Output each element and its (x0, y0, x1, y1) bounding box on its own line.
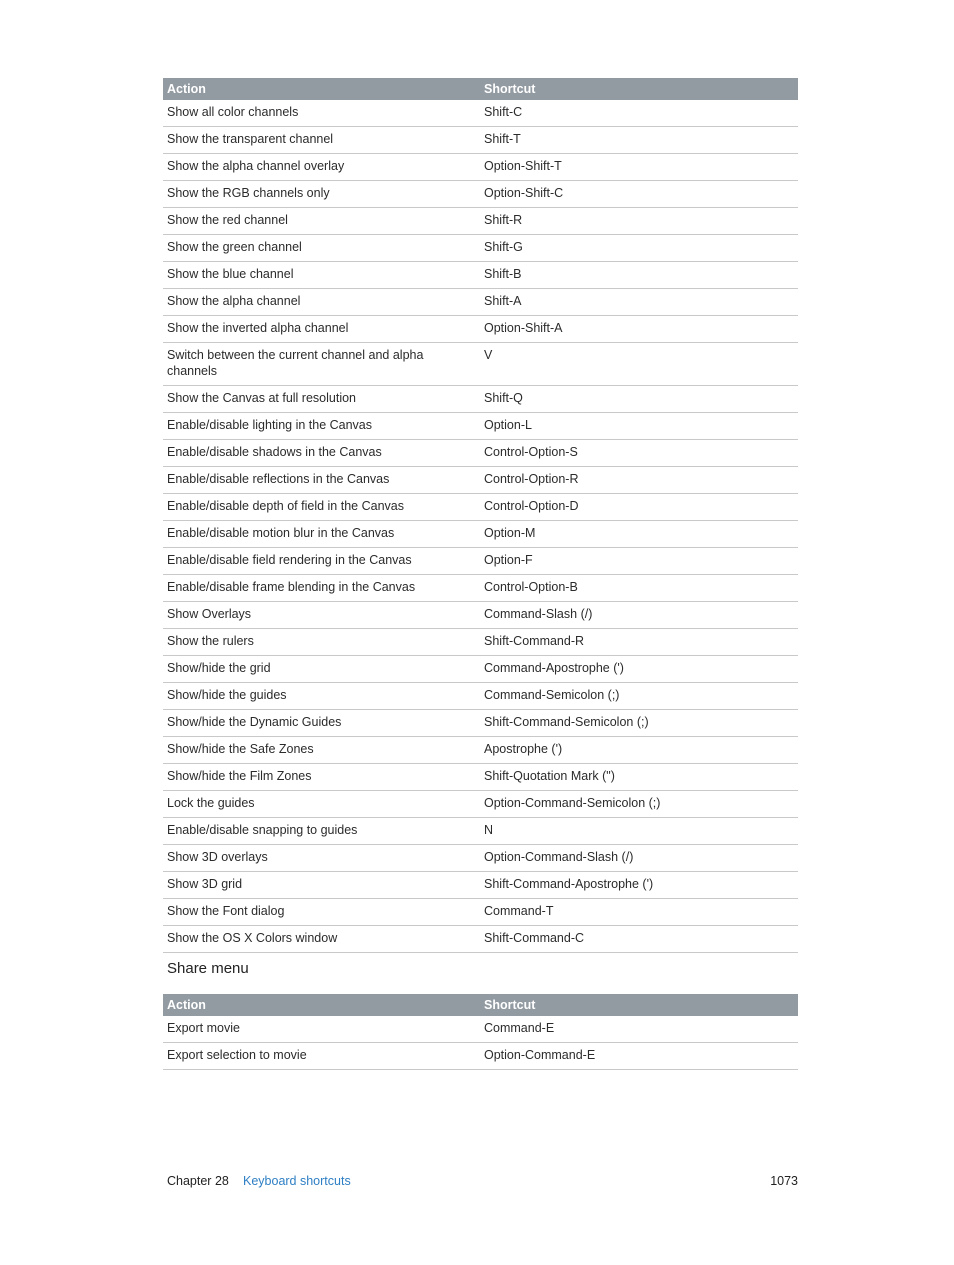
shortcut-cell: N (480, 818, 798, 845)
action-cell: Enable/disable reflections in the Canvas (163, 467, 480, 494)
shortcut-cell: Option-Shift-A (480, 316, 798, 343)
table-row (163, 872, 798, 899)
action-cell: Show the Font dialog (163, 899, 480, 926)
table-row (163, 316, 798, 343)
shortcut-cell: Command-Apostrophe (') (480, 656, 798, 683)
shortcuts-table (163, 78, 798, 953)
action-cell: Enable/disable snapping to guides (163, 818, 480, 845)
table-row (163, 764, 798, 791)
action-cell: Export movie (163, 1016, 480, 1043)
table-row (163, 845, 798, 872)
table-row (163, 127, 798, 154)
table-row (163, 386, 798, 413)
table-header-row (163, 994, 798, 1016)
action-cell: Enable/disable shadows in the Canvas (163, 440, 480, 467)
table-row (163, 181, 798, 208)
table-row (163, 1016, 798, 1043)
action-cell: Show the OS X Colors window (163, 926, 480, 953)
shortcut-cell: Command-T (480, 899, 798, 926)
table-row (163, 467, 798, 494)
table-row (163, 791, 798, 818)
footer-chapter: Chapter 28 (167, 1174, 229, 1188)
action-cell: Enable/disable depth of field in the Canvas (163, 494, 480, 521)
share-menu-table-body (163, 1016, 798, 1070)
table-row (163, 818, 798, 845)
shortcut-cell: Control-Option-B (480, 575, 798, 602)
table-row (163, 289, 798, 316)
header-action: Action (163, 78, 480, 100)
action-cell: Show the alpha channel overlay (163, 154, 480, 181)
table-header-row (163, 78, 798, 100)
table-row (163, 575, 798, 602)
shortcut-cell: Apostrophe (') (480, 737, 798, 764)
table-row (163, 154, 798, 181)
shortcut-cell: V (480, 343, 798, 386)
shortcut-cell: Control-Option-R (480, 467, 798, 494)
shortcut-cell: Option-F (480, 548, 798, 575)
action-cell: Enable/disable lighting in the Canvas (163, 413, 480, 440)
shortcut-cell: Shift-A (480, 289, 798, 316)
action-cell: Show all color channels (163, 100, 480, 127)
table-row (163, 521, 798, 548)
header-action: Action (163, 994, 480, 1016)
shortcut-cell: Shift-G (480, 235, 798, 262)
action-cell: Show the red channel (163, 208, 480, 235)
action-cell: Show the alpha channel (163, 289, 480, 316)
action-cell: Show the RGB channels only (163, 181, 480, 208)
share-menu-table (163, 994, 798, 1070)
table-row (163, 926, 798, 953)
table-row (163, 656, 798, 683)
shortcut-cell: Shift-Command-Semicolon (;) (480, 710, 798, 737)
table-row (163, 235, 798, 262)
action-cell: Show Overlays (163, 602, 480, 629)
action-cell: Export selection to movie (163, 1043, 480, 1070)
table-row (163, 548, 798, 575)
table-row (163, 629, 798, 656)
section-title-share-menu: Share menu (167, 960, 249, 977)
table-row (163, 494, 798, 521)
table-row (163, 100, 798, 127)
shortcut-cell: Option-Shift-C (480, 181, 798, 208)
action-cell: Show/hide the Safe Zones (163, 737, 480, 764)
shortcut-cell: Option-Command-Semicolon (;) (480, 791, 798, 818)
shortcut-cell: Command-Semicolon (;) (480, 683, 798, 710)
table-row (163, 710, 798, 737)
shortcut-cell: Option-L (480, 413, 798, 440)
table-row (163, 737, 798, 764)
action-cell: Show/hide the Dynamic Guides (163, 710, 480, 737)
shortcut-cell: Control-Option-S (480, 440, 798, 467)
shortcut-cell: Option-M (480, 521, 798, 548)
action-cell: Enable/disable motion blur in the Canvas (163, 521, 480, 548)
shortcut-cell: Shift-Quotation Mark (") (480, 764, 798, 791)
action-cell: Enable/disable field rendering in the Canvas (163, 548, 480, 575)
shortcuts-table-body (163, 100, 798, 953)
shortcut-cell: Control-Option-D (480, 494, 798, 521)
action-cell: Show/hide the grid (163, 656, 480, 683)
action-cell: Show 3D grid (163, 872, 480, 899)
shortcut-cell: Command-Slash (/) (480, 602, 798, 629)
action-cell: Lock the guides (163, 791, 480, 818)
shortcut-cell: Shift-B (480, 262, 798, 289)
action-cell: Enable/disable frame blending in the Canvas (163, 575, 480, 602)
footer-chapter-link[interactable]: Keyboard shortcuts (243, 1174, 351, 1188)
action-cell: Show/hide the Film Zones (163, 764, 480, 791)
action-cell: Show the rulers (163, 629, 480, 656)
shortcut-cell: Option-Command-Slash (/) (480, 845, 798, 872)
action-cell: Switch between the current channel and alpha channels (163, 343, 480, 386)
footer-page-number: 1073 (770, 1174, 798, 1188)
header-shortcut: Shortcut (480, 78, 798, 100)
shortcut-cell: Option-Shift-T (480, 154, 798, 181)
action-cell: Show/hide the guides (163, 683, 480, 710)
table-row (163, 440, 798, 467)
table-row (163, 683, 798, 710)
shortcut-cell: Shift-Command-R (480, 629, 798, 656)
shortcut-cell: Shift-Q (480, 386, 798, 413)
shortcut-cell: Command-E (480, 1016, 798, 1043)
shortcut-cell: Option-Command-E (480, 1043, 798, 1070)
table-row (163, 899, 798, 926)
action-cell: Show 3D overlays (163, 845, 480, 872)
action-cell: Show the Canvas at full resolution (163, 386, 480, 413)
shortcut-cell: Shift-Command-Apostrophe (') (480, 872, 798, 899)
table-row (163, 208, 798, 235)
table-row (163, 1043, 798, 1070)
table-row (163, 413, 798, 440)
table-row (163, 602, 798, 629)
shortcut-cell: Shift-C (480, 100, 798, 127)
table-row (163, 343, 798, 386)
action-cell: Show the blue channel (163, 262, 480, 289)
action-cell: Show the green channel (163, 235, 480, 262)
table-row (163, 262, 798, 289)
action-cell: Show the inverted alpha channel (163, 316, 480, 343)
shortcut-cell: Shift-Command-C (480, 926, 798, 953)
action-cell: Show the transparent channel (163, 127, 480, 154)
shortcut-cell: Shift-R (480, 208, 798, 235)
shortcut-cell: Shift-T (480, 127, 798, 154)
header-shortcut: Shortcut (480, 994, 798, 1016)
